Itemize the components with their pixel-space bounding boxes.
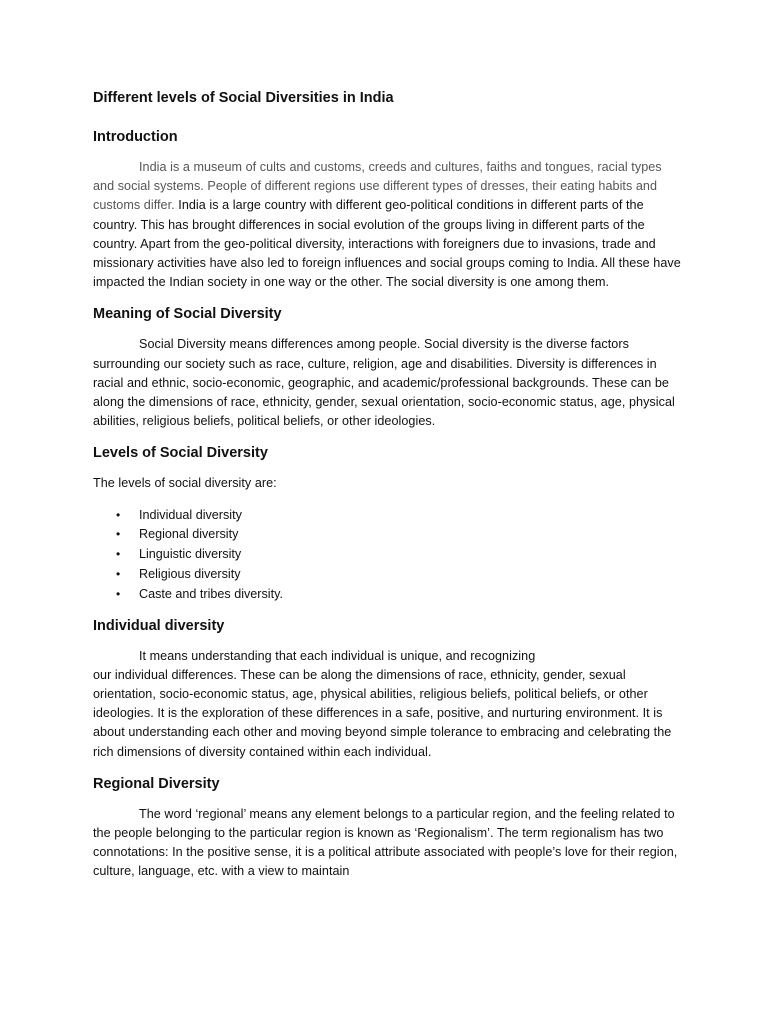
bullet-icon: • (116, 527, 121, 542)
list-item (93, 506, 683, 526)
meaning-body-text: Social Diversity means differences among people. Social diversity is the diverse factors surrounding our society such as race, culture, religion, age and disabilities. Diversity is differences in racial and ethnic, socio-economic, geographic, and academic/professional backgrounds. These can be along the dimensions of race, ethnicity, gender, sexual orientation, socio-economic status, age, physical abilities, religious beliefs, political beliefs, or other ideologies. (93, 337, 675, 429)
list-item (93, 585, 683, 605)
list-item-label: Religious diversity (139, 567, 241, 582)
section-heading-levels: Levels of Social Diversity (93, 445, 268, 462)
list-item-label: Regional diversity (139, 527, 239, 542)
section-heading-introduction: Introduction (93, 129, 178, 145)
section-heading-individual: Individual diversity (93, 617, 225, 634)
list-item-label: Linguistic diversity (139, 547, 242, 562)
document-title: Different levels of Social Diversities in India (93, 90, 394, 106)
introduction-gray-text: India is a museum of cults and customs, creeds and cultures, faiths and tongues, racial types and social systems. People of different regions use different types of dresses, their eating habits and customs differ. (93, 160, 662, 213)
introduction-paragraph (93, 158, 683, 292)
bullet-icon: • (116, 567, 121, 582)
bullet-icon: • (116, 507, 121, 522)
list-item (93, 525, 683, 545)
section-heading-meaning: Meaning of Social Diversity (93, 306, 282, 323)
document-page (93, 88, 683, 894)
list-item (93, 545, 683, 565)
regional-body-text: The word ‘regional’ means any element belongs to a particular region, and the feeling related to the people belonging to the particular region is known as ‘Regionalism’. The term regionalism has two connotations: In the positive sense, it is a political attribute associated with people’s love for their region, culture, language, etc. with a view to maintain (93, 806, 678, 879)
individual-first-line: It means understanding that each individual is unique, and recognizing (139, 648, 536, 663)
list-item-label: Caste and tribes diversity. (139, 586, 283, 601)
bullet-icon: • (116, 547, 121, 562)
section-heading-regional: Regional Diversity (93, 775, 220, 792)
levels-intro: The levels of social diversity are: (93, 476, 277, 491)
list-item (93, 565, 683, 585)
individual-paragraph (93, 647, 683, 762)
levels-list (93, 506, 683, 605)
list-item-label: Individual diversity (139, 507, 242, 522)
meaning-paragraph (93, 335, 683, 431)
bullet-icon: • (116, 586, 121, 601)
introduction-body-text: India is a large country with different geo-political conditions in different parts of the country. This has brought differences in social evolution of the groups living in different parts of the country. Apart from the geo-political diversity, interactions with foreigners due to invasions, trade and missionary activities have also led to foreign influences and social groups coming to India. All these have impacted the Indian society in one way or the other. The social diversity is one among them. (93, 198, 681, 290)
individual-body-text: our individual differences. These can be along the dimensions of race, ethnicity, gender, sexual orientation, socio-economic status, age, physical abilities, religious beliefs, political beliefs, or other ideologies. It is the exploration of these differences in a safe, positive, and nurturing environment. It is about understanding each other and moving beyond simple tolerance to embracing and celebrating the rich dimensions of diversity contained within each individual. (93, 667, 672, 759)
regional-paragraph (93, 805, 683, 882)
